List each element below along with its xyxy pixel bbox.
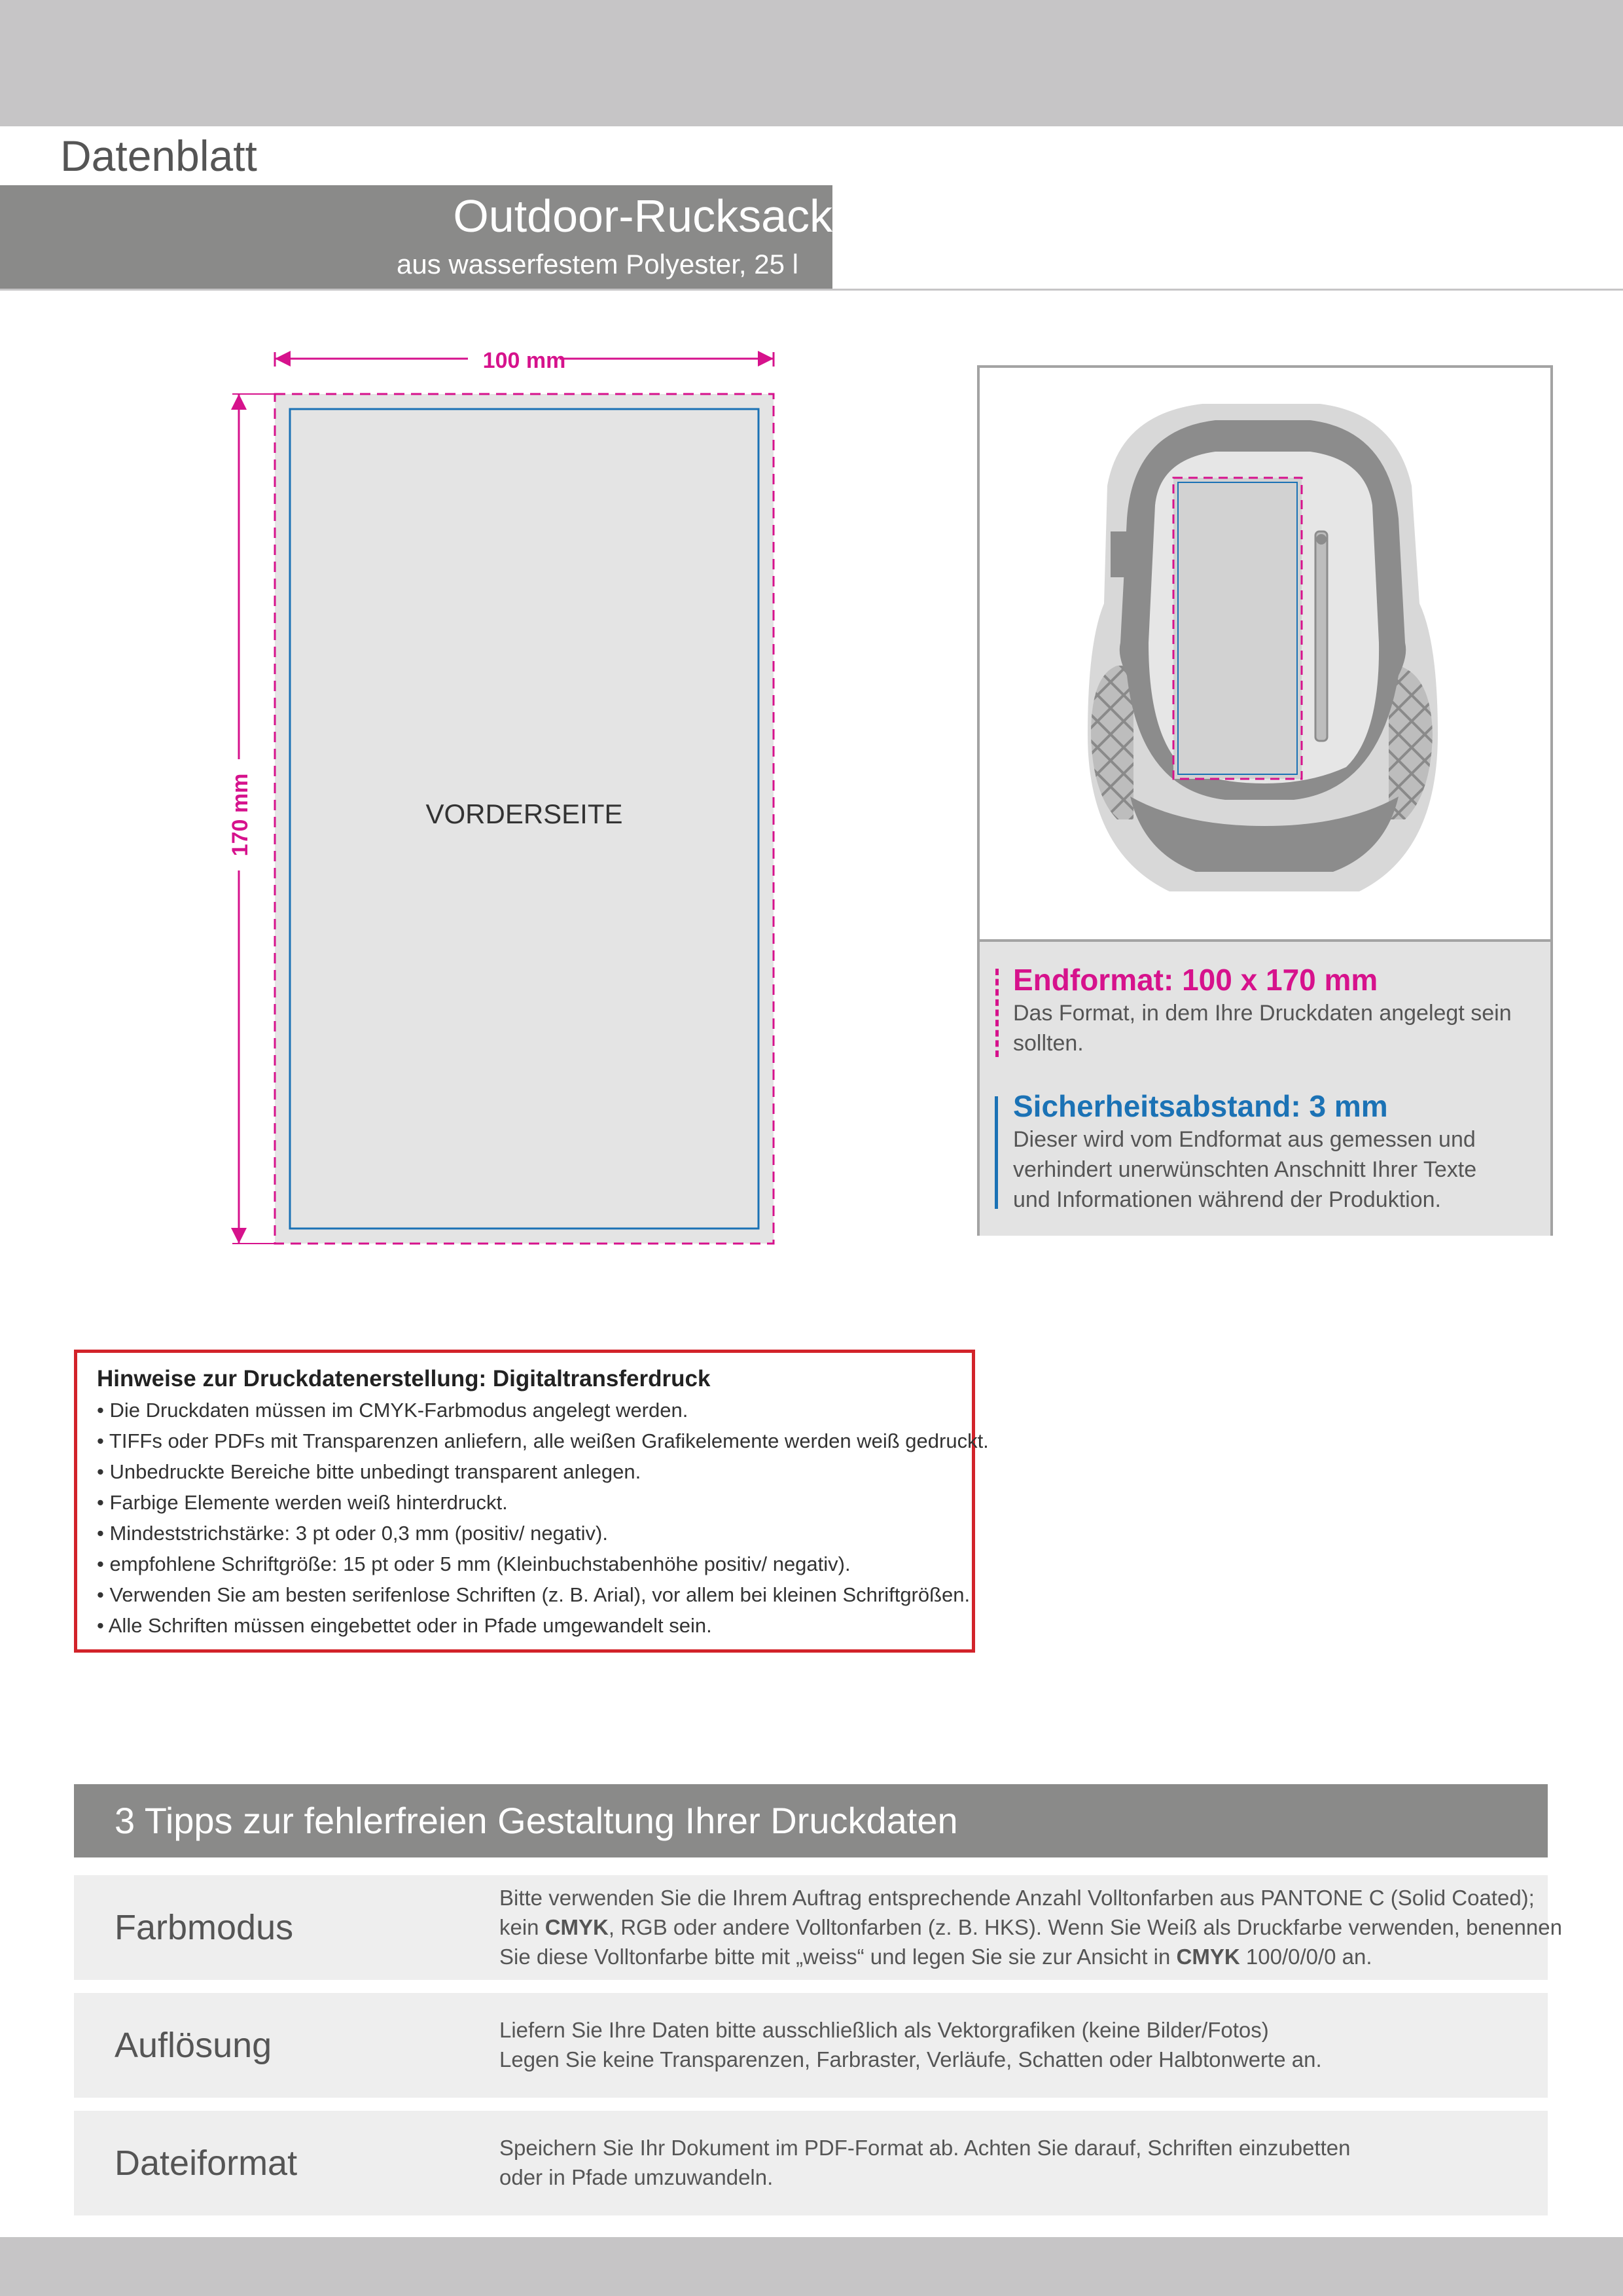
width-label: 100 mm (482, 348, 566, 373)
side-label: VORDERSEITE (425, 798, 623, 829)
hinweis-item: • Unbedruckte Bereiche bitte unbedingt transparent anlegen. (97, 1460, 641, 1483)
hinweis-item: • Die Druckdaten müssen im CMYK-Farbmodus angelegt werden. (97, 1399, 688, 1422)
tip-line: oder in Pfade umzuwandeln. (499, 2165, 774, 2189)
tips-header: 3 Tipps zur fehlerfreien Gestaltung Ihrer Druckdaten (74, 1784, 1548, 1857)
endformat-line: sollten. (1013, 1031, 1084, 1056)
height-label: 170 mm (228, 773, 253, 857)
top-band (0, 0, 1623, 126)
hinweis-item: • TIFFs oder PDFs mit Transparenzen anliefern, alle weißen Grafikelemente werden weiß gedruckt. (97, 1429, 989, 1452)
hinweis-item: • Mindeststrichstärke: 3 pt oder 0,3 mm (positiv/ negativ). (97, 1522, 608, 1545)
print-template (216, 340, 805, 1257)
hinweis-item: • Verwenden Sie am besten serifenlose Schriften (z. B. Arial), vor allem bei kleinen Schriftgrößen. (97, 1583, 971, 1606)
tip-text (499, 2015, 1322, 2074)
product-subtitle: aus wasserfestem Polyester, 25 l (397, 249, 798, 279)
sicherheit-line: verhindert unerwünschten Anschnitt Ihrer Texte (1013, 1157, 1477, 1182)
endformat-description (1013, 998, 1537, 1058)
hinweise-box (74, 1350, 989, 1653)
sicherheit-line: Dieser wird vom Endformat aus gemessen und (1013, 1127, 1476, 1152)
tip-line: kein CMYK, RGB oder andere Volltonfarben (z. B. HKS). Wenn Sie Weiß als Druckfarbe verwenden, benennen (499, 1915, 1562, 1939)
tip-line: Sie diese Volltonfarbe bitte mit „weiss“ und legen Sie sie zur Ansicht in CMYK 100/0/0/0 an. (499, 1945, 1372, 1969)
endformat-line: Das Format, in dem Ihre Druckdaten angelegt sein (1013, 1001, 1512, 1026)
tip-row-farbmodus (74, 1875, 1562, 1980)
header-divider (0, 289, 1623, 291)
backpack-mockup (980, 368, 1550, 937)
tip-row-dateiformat (74, 2111, 1548, 2215)
product-title: Outdoor-Rucksack (453, 190, 832, 242)
endformat-title: Endformat: 100 x 170 mm (1013, 963, 1378, 997)
datenblatt-tab: Datenblatt (0, 126, 325, 185)
tip-label: Farbmodus (115, 1908, 294, 1947)
tip-row-aufloesung (74, 1993, 1548, 2098)
endformat-marker (995, 969, 999, 1057)
tip-line: Bitte verwenden Sie die Ihrem Auftrag entsprechende Anzahl Volltonfarben aus PANTONE C (Solid Coated); (499, 1886, 1535, 1910)
sicherheit-marker (995, 1096, 998, 1209)
hinweis-item: • Farbige Elemente werden weiß hinterdruckt. (97, 1491, 508, 1514)
tip-text (499, 2133, 1350, 2192)
hinweis-item: • Alle Schriften müssen eingebettet oder in Pfade umgewandelt sein. (97, 1614, 712, 1637)
sicherheit-line: und Informationen während der Produktion. (1013, 1187, 1441, 1212)
hinweis-item: • empfohlene Schriftgröße: 15 pt oder 5 mm (Kleinbuchstabenhöhe positiv/ negativ). (97, 1552, 851, 1575)
sicherheit-title: Sicherheitsabstand: 3 mm (1013, 1089, 1388, 1123)
tip-label: Auflösung (115, 2026, 272, 2065)
tip-line: Legen Sie keine Transparenzen, Farbraster, Verläufe, Schatten oder Halbtonwerte an. (499, 2047, 1322, 2072)
tip-line: Speichern Sie Ihr Dokument im PDF-Format ab. Achten Sie darauf, Schriften einzubetten (499, 2136, 1351, 2160)
tip-label: Dateiformat (115, 2144, 298, 2183)
mockup-print-area (1173, 478, 1302, 779)
hinweise-title: Hinweise zur Druckdatenerstellung: Digitaltransferdruck (97, 1366, 711, 1391)
tip-line: Liefern Sie Ihre Daten bitte ausschließlich als Vektorgrafiken (keine Bilder/Fotos) (499, 2018, 1269, 2042)
bottom-band-footer (0, 2237, 1623, 2296)
tip-text (499, 1883, 1562, 1971)
sicherheit-description (1013, 1124, 1537, 1215)
zipper (1315, 531, 1327, 741)
